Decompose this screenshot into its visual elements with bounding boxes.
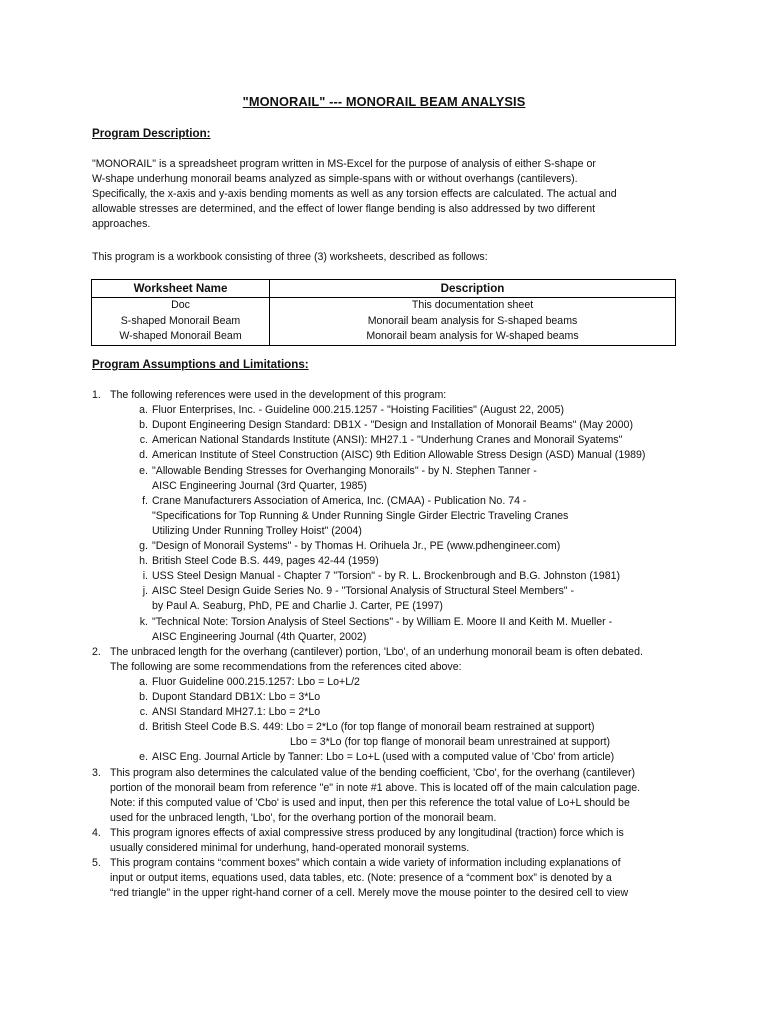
list-item-text: Dupont Standard DB1X: Lbo = 3*Lo <box>152 691 321 703</box>
worksheet-name-cell: W-shaped Monorail Beam <box>92 329 270 345</box>
list-item-text: American Institute of Steel Construction (AISC) 9th Edition Allowable Stress Design (ASD) Manual (1989) <box>152 449 646 461</box>
list-item-text: British Steel Code B.S. 449: Lbo = 2*Lo (for top flange of monorail beam restrained at support) <box>152 721 595 733</box>
list-item-text: The following are some recommendations from the references cited above: <box>110 661 462 673</box>
list-marker: i. <box>142 570 148 582</box>
worksheet-name-cell: Doc <box>92 298 270 314</box>
list-item-text: This program also determines the calculated value of the bending coefficient, 'Cbo', for the overhang (cantilever) <box>110 767 636 779</box>
document-title: "MONORAIL" --- MONORAIL BEAM ANALYSIS <box>242 94 526 109</box>
table-row <box>92 329 676 345</box>
worksheet-name-cell: S-shaped Monorail Beam <box>92 314 270 330</box>
paragraph-line: approaches. <box>92 218 151 231</box>
table-header-row <box>92 280 676 298</box>
description-cell: Monorail beam analysis for S-shaped beams <box>270 314 676 330</box>
list-item-text: "Specifications for Top Running & Under Running Single Girder Electric Traveling Cranes <box>152 510 569 522</box>
list-marker: d. <box>139 721 148 733</box>
list-marker: d. <box>139 449 148 461</box>
list-marker: k. <box>139 616 148 628</box>
list-item-text: Fluor Guideline 000.215.1257: Lbo = Lo+L/2 <box>152 676 360 688</box>
list-item-text: “red triangle” in the upper right-hand corner of a cell. Merely move the mouse pointer to the desired cell to view <box>110 887 629 899</box>
list-marker: e. <box>139 465 148 477</box>
list-item-text: British Steel Code B.S. 449, pages 42-44 (1959) <box>152 555 379 567</box>
list-marker: c. <box>139 706 148 718</box>
list-item-text: Dupont Engineering Design Standard: DB1X - "Design and Installation of Monorail Beams" (May 2000) <box>152 419 633 431</box>
list-marker: 3. <box>92 767 101 779</box>
list-marker: b. <box>139 691 148 703</box>
list-item-text: Crane Manufacturers Association of America, Inc. (CMAA) - Publication No. 74 - <box>152 495 527 507</box>
column-header-worksheet-name: Worksheet Name <box>92 280 270 298</box>
list-item-text: Note: if this computed value of 'Cbo' is used and input, then per this reference the total value of Lo+L should be <box>110 797 630 809</box>
list-marker: 4. <box>92 827 101 839</box>
list-item-text: ANSI Standard MH27.1: Lbo = 2*Lo <box>152 706 321 718</box>
list-item-text: AISC Eng. Journal Article by Tanner: Lbo = Lo+L (used with a computed value of 'Cbo' from article) <box>152 751 615 763</box>
program-description-paragraph <box>92 157 692 232</box>
program-description-heading: Program Description: <box>92 127 211 140</box>
list-marker: c. <box>139 434 148 446</box>
list-item-text: The following references were used in the development of this program: <box>110 389 447 401</box>
paragraph-line: "MONORAIL" is a spreadsheet program written in MS-Excel for the purpose of analysis of either S-shape or <box>92 158 596 170</box>
list-marker: 5. <box>92 857 101 869</box>
list-item-text: USS Steel Design Manual - Chapter 7 "Torsion" - by R. L. Brockenbrough and B.G. Johnston (1981) <box>152 570 621 582</box>
table-row <box>92 298 676 314</box>
list-item-text: used for the unbraced length, 'Lbo', for the overhang portion of the monorail beam. <box>110 812 497 824</box>
table-row <box>92 314 676 330</box>
list-item-text: "Technical Note: Torsion Analysis of Steel Sections" - by William E. Moore II and Keith M. Mueller - <box>152 616 613 628</box>
list-marker: a. <box>139 676 148 688</box>
list-item-text: AISC Engineering Journal (3rd Quarter, 1985) <box>152 480 367 492</box>
list-marker: h. <box>139 555 148 567</box>
list-item-text: input or output items, equations used, data tables, etc. (Note: presence of a “comment box” is denoted by a <box>110 872 612 884</box>
list-marker: e. <box>139 751 148 763</box>
list-item-text: AISC Steel Design Guide Series No. 9 - "Torsional Analysis of Structural Steel Members" - <box>152 585 575 597</box>
paragraph-line: allowable stresses are determined, and the effect of lower flange bending is also addressed by two different <box>92 203 596 216</box>
list-item-text: American National Standards Institute (ANSI): MH27.1 - "Underhung Cranes and Monorail Syatems" <box>152 434 623 446</box>
list-marker: f. <box>142 495 148 507</box>
list-item-text: This program ignores effects of axial compressive stress produced by any longitudinal (traction) force which is <box>110 827 624 839</box>
list-item-text: Fluor Enterprises, Inc. - Guideline 000.215.1257 - "Hoisting Facilities" (August 22, 2005) <box>152 404 565 416</box>
list-item-text: The unbraced length for the overhang (cantilever) portion, 'Lbo', of an underhung monorail beam is often debated. <box>110 646 643 658</box>
list-marker: g. <box>139 540 148 552</box>
list-item-text: usually considered minimal for underhung, hand-operated monorail systems. <box>110 842 470 854</box>
list-marker: 1. <box>92 389 101 401</box>
list-marker: 2. <box>92 646 101 658</box>
assumptions-heading: Program Assumptions and Limitations: <box>92 358 309 371</box>
workbook-description: This program is a workbook consisting of three (3) worksheets, described as follows: <box>92 251 488 263</box>
list-item-text: portion of the monorail beam from reference "e" in note #1 above. This is located off of the main calculation page. <box>110 782 641 794</box>
list-item-text: "Design of Monorail Systems" - by Thomas H. Orihuela Jr., PE (www.pdhengineer.com) <box>152 540 561 552</box>
description-cell: This documentation sheet <box>270 298 676 314</box>
list-item-text: This program contains “comment boxes” which contain a wide variety of information including explanations of <box>110 857 621 869</box>
list-item-text: Lbo = 3*Lo (for top flange of monorail beam unrestrained at support) <box>290 736 611 748</box>
list-item-text: "Allowable Bending Stresses for Overhanging Monorails" - by N. Stephen Tanner - <box>152 465 537 477</box>
paragraph-line: W-shape underhung monorail beams analyzed as simple-spans with or without overhangs (cantilevers). <box>92 173 578 186</box>
list-item-text: by Paul A. Seaburg, PhD, PE and Charlie J. Carter, PE (1997) <box>152 600 443 612</box>
column-header-description: Description <box>270 280 676 298</box>
list-marker: j. <box>142 585 148 597</box>
paragraph-line: Specifically, the x-axis and y-axis bending moments as well as any torsion effects are calculated. The actual and <box>92 188 617 201</box>
list-marker: a. <box>139 404 148 416</box>
description-cell: Monorail beam analysis for W-shaped beams <box>270 329 676 345</box>
list-item-text: AISC Engineering Journal (4th Quarter, 2002) <box>152 631 367 643</box>
list-marker: b. <box>139 419 148 431</box>
list-item-text: Utilizing Under Running Trolley Hoist" (2004) <box>152 525 362 537</box>
worksheet-table <box>91 279 676 346</box>
